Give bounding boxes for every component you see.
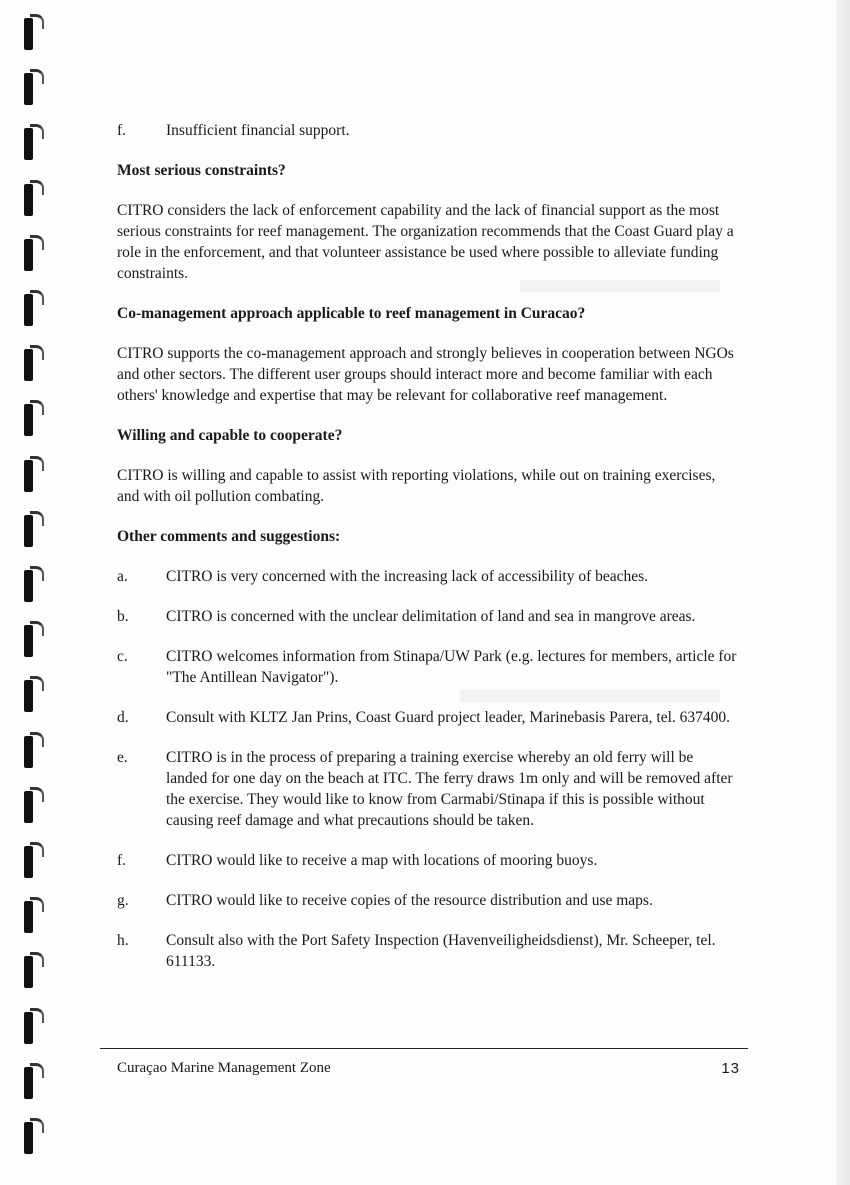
binding-ring <box>24 345 42 383</box>
binding-ring <box>24 511 42 549</box>
list-item <box>117 890 737 911</box>
item-text: CITRO would like to receive a map with locations of mooring buoys. <box>166 852 598 869</box>
list-item <box>117 606 737 627</box>
item-letter: b. <box>117 608 129 625</box>
list-item <box>117 747 737 831</box>
list-item <box>117 566 737 587</box>
binding-ring <box>24 732 42 770</box>
section-paragraph: CITRO supports the co-management approach and strongly believes in cooperation between NGOs and other sectors. The different user groups should interact more and become familiar with each others' knowledge and expertise that may be relevant for collaborative reef management. <box>117 345 734 404</box>
item-letter: c. <box>117 648 128 665</box>
binding-ring <box>24 235 42 273</box>
binding-ring <box>24 124 42 162</box>
section-paragraph: CITRO considers the lack of enforcement capability and the lack of financial support as the most serious constraints for reef management. The organization recommends that the Coast Guard play a role in the enforcement, and that volunteer assistance be used where possible to alleviate funding constraints. <box>117 202 734 282</box>
binding-ring <box>24 787 42 825</box>
item-text: Consult with KLTZ Jan Prins, Coast Guard project leader, Marinebasis Parera, tel. 637400. <box>166 709 731 726</box>
item-text: CITRO is concerned with the unclear delimitation of land and sea in mangrove areas. <box>166 608 696 625</box>
binding-ring <box>24 897 42 935</box>
item-text: CITRO welcomes information from Stinapa/UW Park (e.g. lectures for members, article for "The Antillean Navigator"). <box>166 648 737 686</box>
item-letter: a. <box>117 568 128 585</box>
item-text: CITRO would like to receive copies of the resource distribution and use maps. <box>166 892 653 909</box>
list-item <box>117 707 737 728</box>
item-letter: g. <box>117 892 129 909</box>
binding-ring <box>24 69 42 107</box>
list-item <box>117 930 737 972</box>
section-paragraph: CITRO is willing and capable to assist with reporting violations, while out on training exercises, and with oil pollution combating. <box>117 467 716 505</box>
section-heading: Most serious constraints? <box>117 162 286 179</box>
binding-ring <box>24 1063 42 1101</box>
item-text: CITRO is very concerned with the increasing lack of accessibility of beaches. <box>166 568 649 585</box>
binding-ring <box>24 676 42 714</box>
item-text: Consult also with the Port Safety Inspection (Havenveiligheidsdienst), Mr. Scheeper, tel. 611133. <box>166 932 716 970</box>
item-letter: f. <box>117 122 127 139</box>
binding-ring <box>24 180 42 218</box>
comments-heading: Other comments and suggestions: <box>117 528 341 545</box>
binding-ring <box>24 456 42 494</box>
list-item <box>117 850 737 871</box>
footer-title: Curaçao Marine Management Zone <box>117 1060 331 1076</box>
binding-ring <box>24 842 42 880</box>
binding-ring <box>24 621 42 659</box>
item-letter: e. <box>117 749 128 766</box>
item-text: CITRO is in the process of preparing a training exercise whereby an old ferry will be landed for one day on the beach at ITC. The ferry draws 1m only and will be removed after the exercise. They would like to know from Carmabi/Stinapa if this is possible without causing reef damage and what precautions should be taken. <box>166 749 733 829</box>
spiral-binding <box>0 0 52 1185</box>
page-number: 13 <box>721 1060 740 1077</box>
item-letter: f. <box>117 852 127 869</box>
binding-ring <box>24 14 42 52</box>
list-item <box>117 120 737 141</box>
binding-ring <box>24 290 42 328</box>
binding-ring <box>24 400 42 438</box>
binding-ring <box>24 566 42 604</box>
binding-ring <box>24 1008 42 1046</box>
item-text: Insufficient financial support. <box>166 122 350 139</box>
item-letter: h. <box>117 932 129 949</box>
binding-ring <box>24 1118 42 1156</box>
paper-edge <box>836 0 850 1185</box>
footer-divider <box>100 1048 748 1049</box>
binding-ring <box>24 952 42 990</box>
list-item <box>117 646 737 688</box>
section-heading: Willing and capable to cooperate? <box>117 427 343 444</box>
page-body <box>117 120 737 972</box>
item-letter: d. <box>117 709 129 726</box>
section-heading: Co-management approach applicable to reef management in Curacao? <box>117 305 586 322</box>
